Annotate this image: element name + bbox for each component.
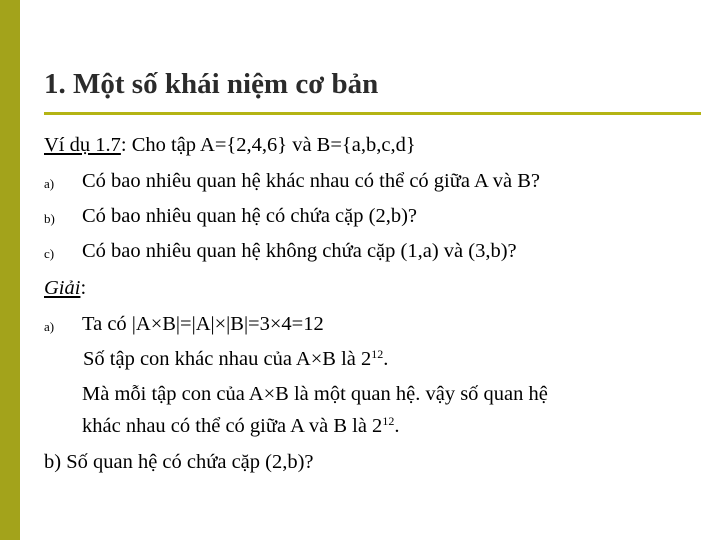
solution-a-marker: a) <box>44 319 55 334</box>
exponent: 12 <box>371 347 384 361</box>
period: . <box>394 415 400 437</box>
question-c-marker: c) <box>44 246 55 261</box>
question-a-marker: a) <box>44 176 55 191</box>
question-a-text: Có bao nhiêu quan hệ khác nhau có thể có giữa A và B? <box>82 170 540 192</box>
solution-heading <box>44 277 86 300</box>
period: . <box>383 348 389 370</box>
exponent: 12 <box>382 414 395 428</box>
title-underline <box>44 112 701 115</box>
slide-title: 1. Một số khái niệm cơ bản <box>44 68 379 100</box>
solution-a-text: Ta có |A×B|=|A|×|B|=3×4=12 <box>82 313 324 335</box>
question-b-text: Có bao nhiêu quan hệ có chứa cặp (2,b)? <box>82 205 417 227</box>
question-b-marker: b) <box>44 211 55 226</box>
solution-b-line: b) Số quan hệ có chứa cặp (2,b)? <box>44 451 314 473</box>
solution-label: Giải <box>44 277 81 299</box>
solution-a-line2 <box>83 348 388 371</box>
solution-a-line4-text: khác nhau có thể có giữa A và B là 2 <box>82 415 383 437</box>
solution-colon: : <box>80 277 87 299</box>
solution-a-line4 <box>82 415 399 438</box>
accent-sidebar <box>0 0 20 540</box>
example-label: Ví dụ 1.7 <box>44 134 121 156</box>
solution-a-line3: Mà mỗi tập con của A×B là một quan hệ. vậy số quan hệ <box>82 383 548 405</box>
question-c-text: Có bao nhiêu quan hệ không chứa cặp (1,a) và (3,b)? <box>82 240 517 262</box>
example-line <box>44 134 416 157</box>
example-text: : Cho tập A={2,4,6} và B={a,b,c,d} <box>120 134 416 156</box>
solution-a-line2-text: Số tập con khác nhau của A×B là 2 <box>83 348 372 370</box>
